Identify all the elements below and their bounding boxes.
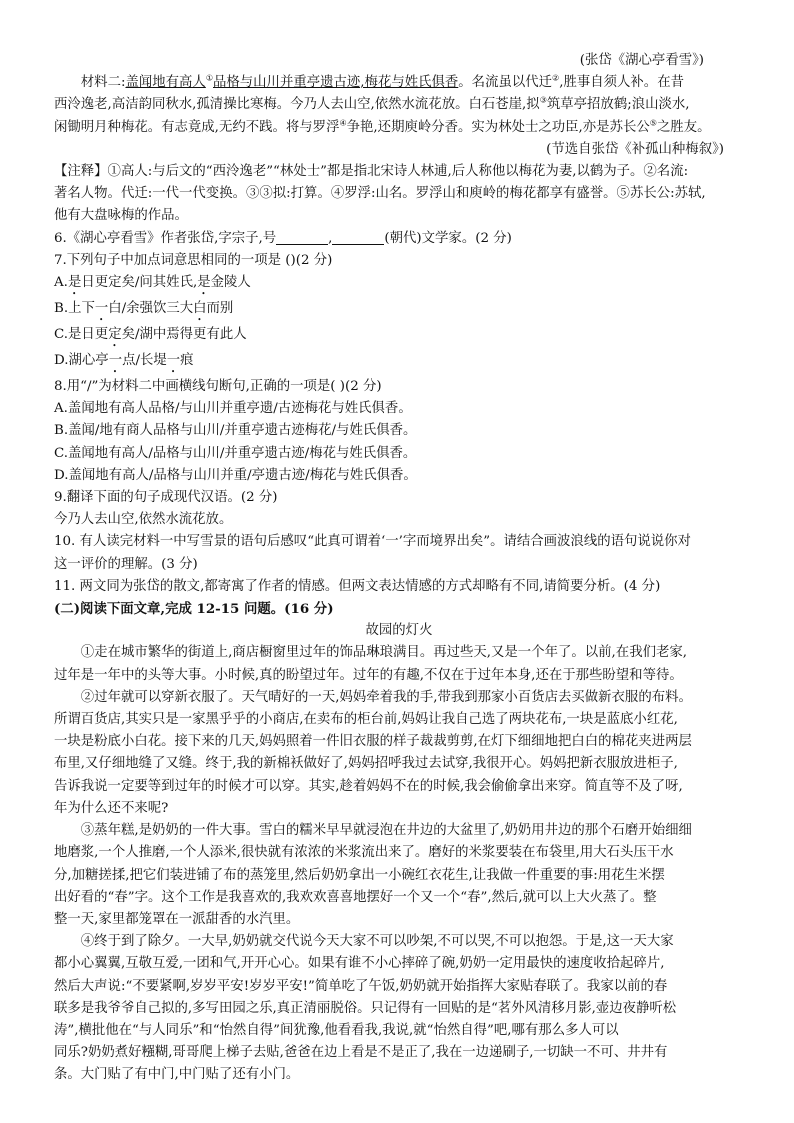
question-7-stem: 7.下列句子中加点词意思相同的一项是 ()(2 分) [54, 252, 333, 268]
article-line: 所谓百货店,其实只是一家黑乎乎的小商店,在卖布的柜台前,妈妈让我自己选了两块花布,一块是蓝底小红花, [54, 712, 678, 728]
material2-line-2: 西泠逸老,高洁韵同秋水,孤清操比寒梅。今乃人去山空,依然水流花放。白石苍崖,拟③筑草亭招放鹤;浪山淡水, [54, 95, 690, 113]
article-line: 告诉我说一定要等到过年的时候才可以穿。其实,趁着妈妈不在的时候,我会偷偷拿出来穿。简直等不及了呀, [54, 778, 683, 794]
question-6: 6.《湖心亭看雪》作者张岱,字宗子,号 , (朝代)文学家。(2 分) [54, 230, 512, 246]
article-title: 故园的灯火 [365, 623, 433, 639]
article-line: ②过年就可以穿新衣服了。天气晴好的一天,妈妈牵着我的手,带我到那家小百货店去买做新衣服的布料。 [80, 689, 692, 705]
question-7-option-d: D.湖心亭一点/长堤一痕 [54, 353, 194, 369]
question-9-sentence: 今乃人去山空,依然水流花放。 [54, 512, 233, 528]
source-citation-2: (节选自张岱《补孤山种梅叙》) [546, 141, 724, 157]
article-line: 过年是一年中的头等大事。小时候,真的盼望过年。过年的有趣,不仅在于过年本身,还在于那些盼望和等待。 [54, 667, 683, 683]
article-line: 地磨浆,一个人推磨,一个人添米,很快就有浓浓的米浆流出来了。磨好的米浆要装在布袋里,用大石头压干水 [54, 845, 674, 861]
source-citation-1: (张岱《湖心亭看雪》) [579, 53, 704, 68]
question-7-option-c: C.是日更定矣/湖中焉得更有此人 [54, 327, 247, 343]
article-line: 布里,又仔细地缝了又缝。终于,我的新棉袄做好了,妈妈招呼我过去试穿,我很开心。妈妈把新衣服放进柜子, [54, 756, 678, 772]
question-11: 11. 两文同为张岱的散文,都寄寓了作者的情感。但两文表达情感的方式却略有不同,请简要分析。(4 分) [54, 578, 661, 594]
answer-blank[interactable] [276, 230, 328, 245]
question-10-line-2: 这一评价的理解。(3 分) [54, 556, 198, 572]
question-8-option-d: D.盖闻地有高人/品格与山川并重/亭遗古迹/梅花与姓氏俱香。 [54, 467, 417, 483]
answer-blank[interactable] [332, 230, 384, 245]
notes-line-1: 【注释】①高人:与后文的“西泠逸老”“林处士”都是指北宋诗人林逋,后人称他以梅花为妻,以鹤为子。②名流: [54, 164, 689, 180]
article-line: 整一天,家里都笼罩在一派甜香的水汽里。 [54, 911, 300, 927]
question-8-option-b: B.盖闻/地有商人品格与山川/并重亭遗古迹梅花/与姓氏俱香。 [54, 423, 417, 439]
article-line: 然后大声说:“不要紧啊,岁岁平安!岁岁平安!”简单吃了午饭,奶奶就开始指挥大家贴春联了。我家以前的春 [54, 978, 668, 994]
article-line: 涛”,横批他在“与人同乐”和“怡然自得”间犹豫,他看看我,我说,就“怡然自得”吧,哪有那么多人可以 [54, 1022, 619, 1038]
exam-page [54, 50, 744, 1087]
question-10-line-1: 10. 有人读完材料一中写雪景的语句后感叹“此真可谓着‘一’字而境界出矣”。请结合画波浪线的语句说说你对 [54, 534, 691, 550]
notes-line-2: 著名人物。代迁:一代一代变换。③③拟:打算。④罗浮:山名。罗浮山和庾岭的梅花都享有盛誉。⑤苏长公:苏轼, [54, 186, 706, 202]
article-line: 出好看的“春”字。这个工作是我喜欢的,我欢欢喜喜地摆好一个又一个“春”,然后,就可以上大火蒸了。整 [54, 889, 657, 905]
article-line: 都小心翼翼,互敬互爱,一团和气,开开心心。如果有谁不小心摔碎了碗,奶奶一定用最快的速度收拾起碎片, [54, 956, 665, 972]
article-line: 年为什么还不来呢? [54, 800, 169, 816]
question-7-option-a: A.是日更定矣/问其姓氏,是金陵人 [54, 275, 251, 291]
question-7-option-b: B.上下一白/余强饮三大白而别 [54, 301, 234, 317]
article-line: 联多是我爷爷自己拟的,多写田园之乐,真正清丽脱俗。只记得有一回贴的是“茗外风清移月影,壶边夜静听松 [54, 1000, 677, 1016]
article-line: ③蒸年糕,是奶奶的一件大事。雪白的糯米早早就浸泡在井边的大盆里了,奶奶用井边的那个石磨开始细细 [80, 823, 692, 839]
material2-line-1: 材料二:盖闻地有高人①品格与山川并重亭遗古迹,梅花与姓氏俱香。名流虽以代迁②,胜事自须人补。在昔 [80, 73, 684, 91]
article-line: 条。大门贴了有中门,中门贴了还有小门。 [54, 1067, 300, 1083]
material2-line-3: 闲锄明月种梅花。有志竟成,无约不践。将与罗浮④争艳,还期庾岭分香。实为林处士之功臣,亦是苏长公⑤之胜友。 [54, 118, 711, 135]
section-heading: (二)阅读下面文章,完成 12-15 问题。(16 分) [54, 601, 334, 618]
article-line: 分,加糖搓揉,把它们装进铺了布的蒸笼里,然后奶奶拿出一小碗红衣花生,让我做一件重要的事:用花生米摆 [54, 867, 665, 883]
article-line: ④终于到了除夕。一大早,奶奶就交代说今天大家不可以吵架,不可以哭,不可以抱怨。于是,这一天大家 [80, 934, 674, 950]
notes-line-3: 他有大盘咏梅的作品。 [54, 208, 188, 224]
article-line: 同乐?奶奶煮好糨糊,哥哥爬上梯子去贴,爸爸在边上看是不是正了,我在一边递刷子,一切缺一不可、井井有 [54, 1045, 668, 1061]
question-8-option-c: C.盖闻地有高人/品格与山川/并重亭遗古迹/梅花与姓氏俱香。 [54, 445, 417, 461]
article-line: 一块是粉底小白花。接下来的几天,妈妈照着一件旧衣服的样子裁裁剪剪,在灯下细细地把白白的棉花夹进两层 [54, 734, 692, 750]
question-8-option-a: A.盖闻地有高人品格/与山川并重亭遗/古迹梅花与姓氏俱香。 [54, 401, 412, 417]
article-line: ①走在城市繁华的街道上,商店橱窗里过年的饰品琳琅满目。再过些天,又是一个年了。以前,在我们老家, [80, 645, 688, 661]
question-9-stem: 9.翻译下面的句子成现代汉语。(2 分) [54, 490, 278, 506]
question-8-stem: 8.用“/”为材料二中画横线句断句,正确的一项是( )(2 分) [54, 379, 382, 395]
